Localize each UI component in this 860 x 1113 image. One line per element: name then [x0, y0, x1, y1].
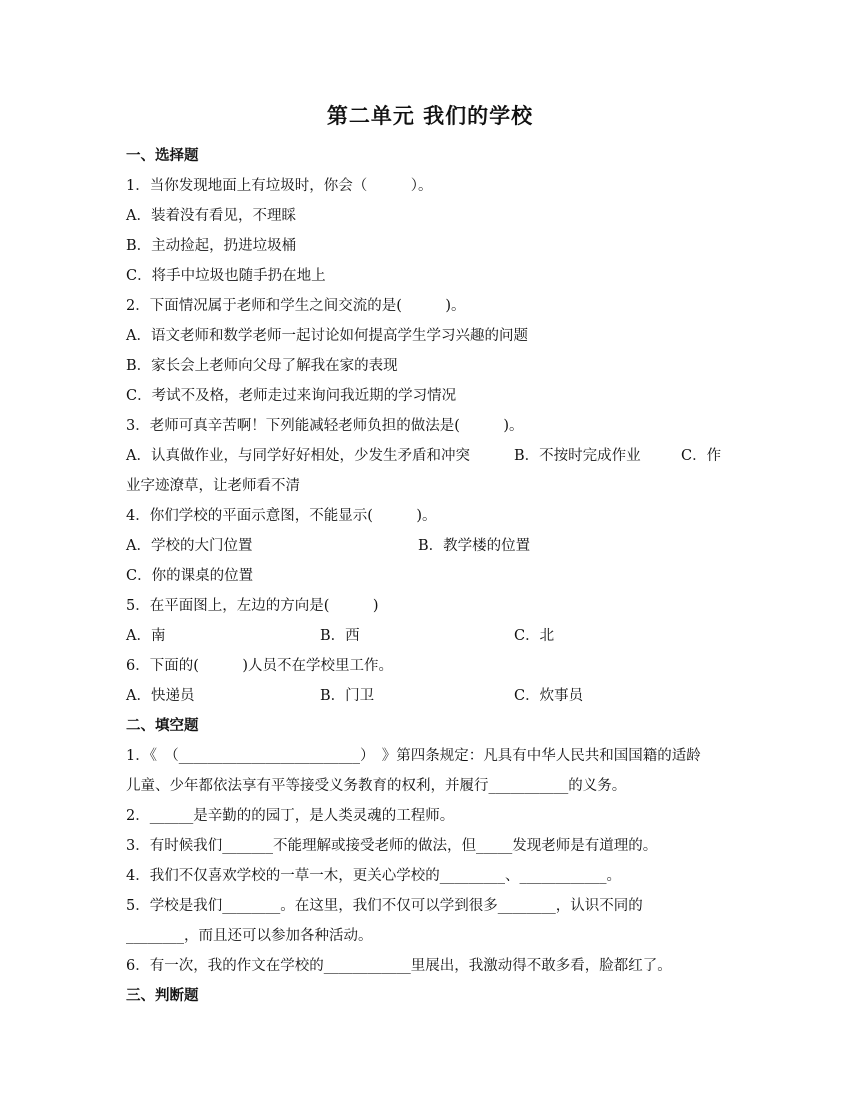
- question-5-option-c: C．北: [514, 628, 555, 644]
- question-4-option-a: A．学校的大门位置: [126, 538, 253, 554]
- fill-4: 4．我们不仅喜欢学校的一草一木，更关心学校的_________、____________。: [126, 868, 621, 884]
- section-heading-choice: 一、选择题: [126, 148, 199, 164]
- question-2-option-a: A．语文老师和数学老师一起讨论如何提高学生学习兴趣的问题: [126, 328, 528, 344]
- page-title: 第二单元 我们的学校: [326, 103, 534, 128]
- question-3-stem: 3．老师可真辛苦啊！下列能减轻老师负担的做法是( )。: [126, 418, 524, 434]
- question-6-stem: 6．下面的( )人员不在学校里工作。: [126, 658, 394, 674]
- question-2-option-b: B．家长会上老师向父母了解我在家的表现: [126, 358, 398, 374]
- question-4-stem: 4．你们学校的平面示意图，不能显示( )。: [126, 508, 437, 524]
- fill-1-line-2: 儿童、少年都依法享有平等接受义务教育的权利，并履行___________的义务。: [126, 778, 627, 794]
- section-heading-judge: 三、判断题: [126, 988, 199, 1004]
- fill-2: 2．______是辛勤的的园丁，是人类灵魂的工程师。: [126, 808, 455, 824]
- question-3-option-c-continued: 业字迹潦草，让老师看不清: [126, 478, 300, 494]
- question-1-stem: 1．当你发现地面上有垃圾时，你会（ ）。: [126, 178, 433, 194]
- question-4-option-c: C．你的课桌的位置: [126, 568, 254, 584]
- question-5-option-b: B．西: [320, 628, 360, 644]
- fill-5-line-2: ________，而且还可以参加各种活动。: [126, 928, 373, 944]
- question-1-option-a: A．装着没有看见，不理睬: [126, 208, 296, 224]
- fill-1-line-1: 1．《 （_________________________） 》第四条规定：凡具有中华人民共和国国籍的适龄: [126, 748, 701, 764]
- fill-6: 6．有一次，我的作文在学校的____________里展出，我激动得不敢多看，脸都红了。: [126, 958, 672, 974]
- question-6-option-b: B．门卫: [320, 688, 375, 704]
- question-3-option-c: C．作: [681, 448, 722, 464]
- question-5-stem: 5．在平面图上，左边的方向是( ): [126, 598, 379, 614]
- question-3-option-a: A．认真做作业，与同学好好相处，少发生矛盾和冲突: [126, 448, 470, 464]
- fill-3: 3．有时候我们_______不能理解或接受老师的做法，但_____发现老师是有道理的。: [126, 838, 658, 854]
- question-2-option-c: C．考试不及格，老师走过来询问我近期的学习情况: [126, 388, 457, 404]
- question-1-option-b: B．主动捡起，扔进垃圾桶: [126, 238, 297, 254]
- question-2-stem: 2．下面情况属于老师和学生之间交流的是( )。: [126, 298, 466, 314]
- question-5-option-a: A．南: [126, 628, 166, 644]
- fill-5-line-1: 5．学校是我们________。在这里，我们不仅可以学到很多________，认识不同的: [126, 898, 643, 914]
- question-1-option-c: C．将手中垃圾也随手扔在地上: [126, 268, 326, 284]
- question-6-option-c: C．炊事员: [514, 688, 584, 704]
- question-6-option-a: A．快递员: [126, 688, 195, 704]
- question-3-option-b: B．不按时完成作业: [514, 448, 641, 464]
- section-heading-fill: 二、填空题: [126, 718, 199, 734]
- question-4-option-b: B．教学楼的位置: [418, 538, 531, 554]
